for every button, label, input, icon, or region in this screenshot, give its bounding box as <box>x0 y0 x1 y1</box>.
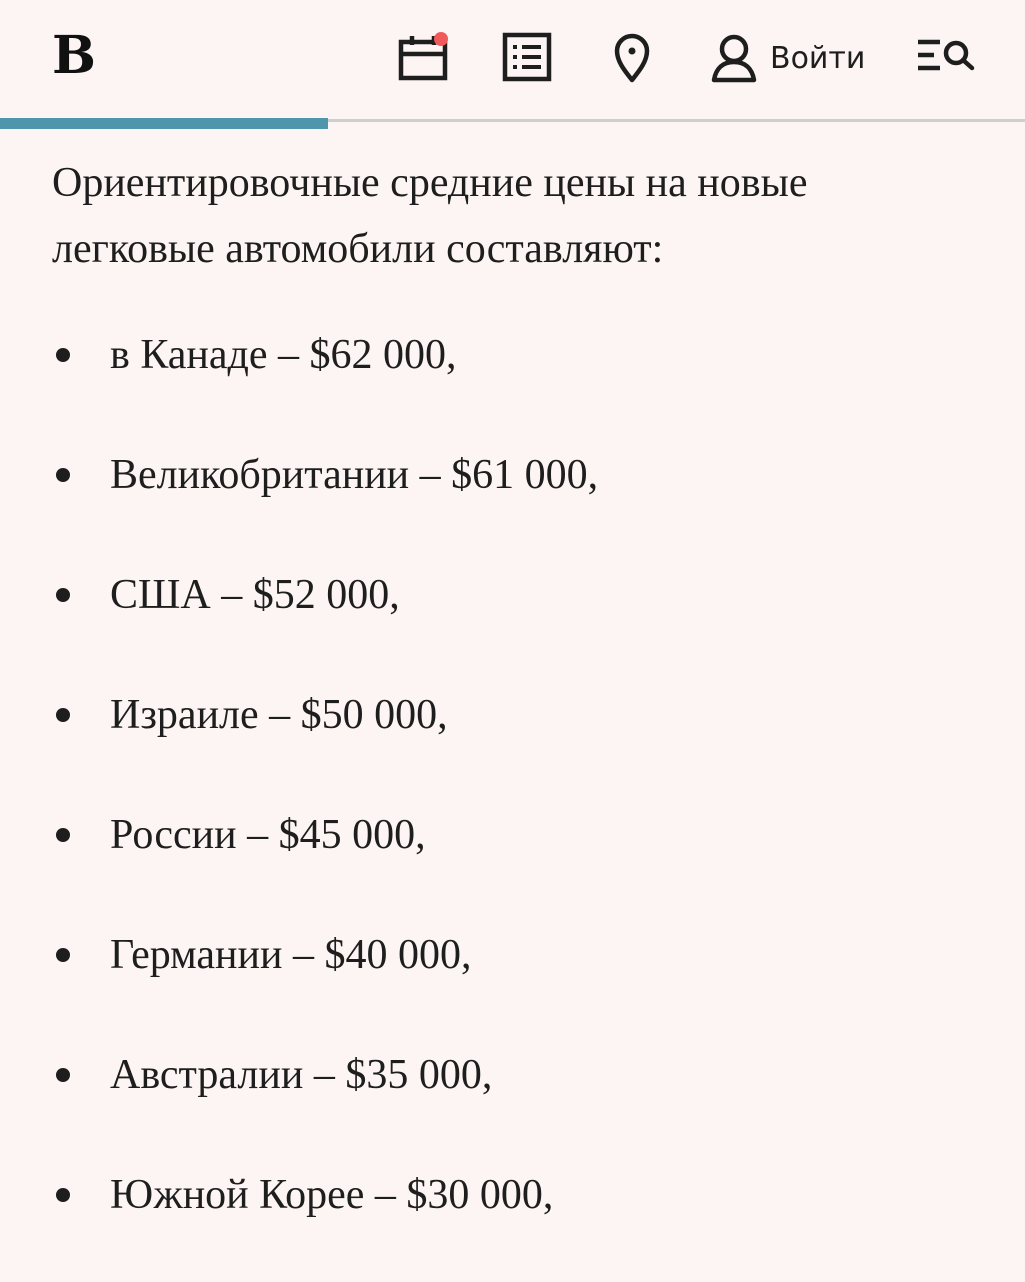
bullet <box>56 1188 70 1202</box>
bullet <box>56 708 70 722</box>
bullet <box>56 588 70 602</box>
location-pin-icon <box>604 30 660 86</box>
top-header <box>0 0 1025 130</box>
list-item <box>52 1042 598 1162</box>
user-icon <box>708 32 760 84</box>
site-logo[interactable]: В <box>52 25 96 86</box>
menu-search-icon <box>912 30 980 86</box>
list-item-text: Израиле – $50 000, <box>110 692 448 738</box>
bullet <box>56 1068 70 1082</box>
list-item <box>52 922 598 1042</box>
calendar-icon <box>396 30 452 86</box>
location-button[interactable] <box>604 30 660 86</box>
notification-dot <box>434 32 448 46</box>
menu-search-button[interactable] <box>912 30 980 86</box>
list-item-text: Австралии – $35 000, <box>110 1052 493 1098</box>
list-item-text: США – $52 000, <box>110 572 400 618</box>
article-intro: Ориентировочные средние цены на новые легковые автомобили составляют: <box>52 160 808 272</box>
price-list <box>52 322 598 1282</box>
bullet <box>56 468 70 482</box>
list-icon <box>500 30 556 86</box>
bullet <box>56 828 70 842</box>
calendar-button[interactable] <box>396 30 452 86</box>
list-item-text: Великобритании – $61 000, <box>110 452 599 498</box>
bullet <box>56 348 70 362</box>
reading-progress-bar <box>0 118 328 129</box>
list-item <box>52 562 598 682</box>
login-label: Войти <box>770 40 866 76</box>
list-item <box>52 1162 598 1282</box>
article-list-button[interactable] <box>500 30 556 86</box>
article-body <box>52 150 972 1218</box>
login-button[interactable] <box>708 28 865 88</box>
list-item-text: России – $45 000, <box>110 812 426 858</box>
list-item-text: Южной Корее – $30 000, <box>110 1172 554 1218</box>
list-item <box>52 682 598 802</box>
list-item <box>52 442 598 562</box>
list-item <box>52 322 598 442</box>
bullet <box>56 948 70 962</box>
list-item-text: в Канаде – $62 000, <box>110 332 457 378</box>
list-item <box>52 802 598 922</box>
list-item-text: Германии – $40 000, <box>110 932 472 978</box>
